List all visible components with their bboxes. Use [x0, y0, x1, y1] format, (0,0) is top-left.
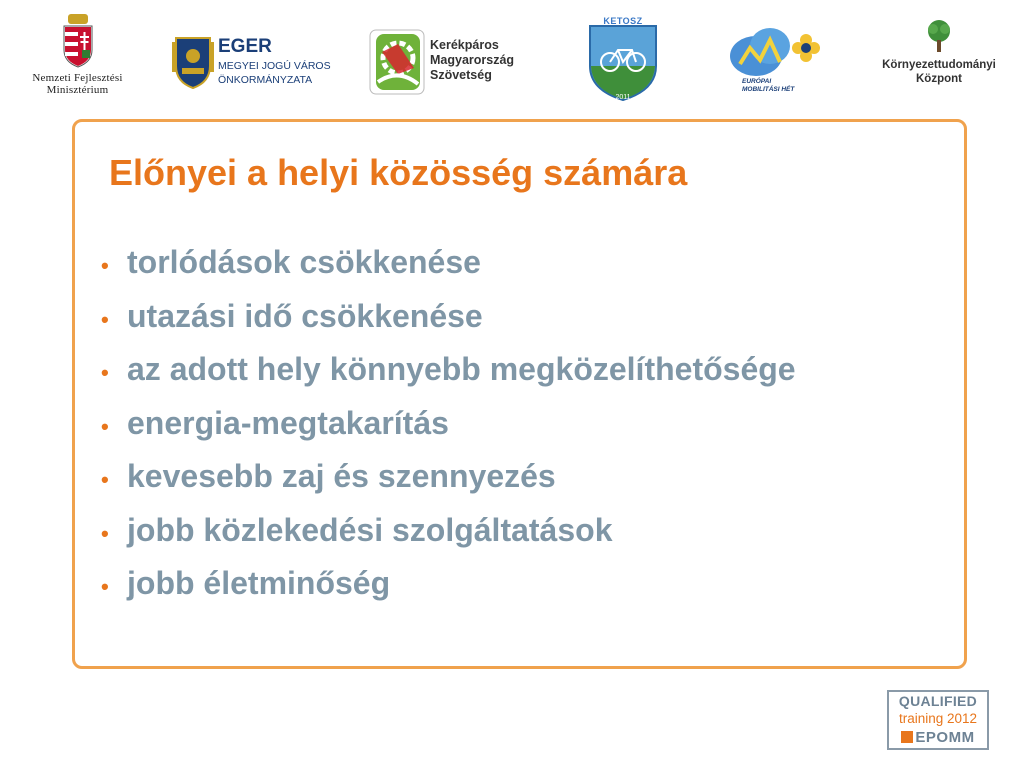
mobility-cloud-flower-icon	[726, 20, 826, 80]
benefits-list	[101, 244, 796, 619]
cycling-line2: Magyarország	[430, 53, 515, 67]
badge-line3: EPOMM	[915, 729, 975, 746]
list-item	[101, 565, 796, 619]
list-item	[101, 458, 796, 512]
list-item-text: torlódások csökkenése	[127, 244, 481, 280]
cycling-line1: Kerékpáros	[430, 38, 499, 52]
badge-line3-wrap	[889, 729, 987, 746]
list-item	[101, 405, 796, 459]
list-item	[101, 298, 796, 352]
list-item	[101, 244, 796, 298]
cycling-federation-logo	[368, 28, 538, 96]
ketosz-shield-logo	[586, 14, 660, 102]
bicycle-shield-icon	[586, 14, 660, 102]
bullet-marker: •	[101, 413, 109, 439]
eger-sub2: ÖNKORMÁNYZATA	[218, 74, 313, 86]
mobility-line1: EURÓPAI	[742, 78, 772, 85]
list-item-text: az adott hely könnyebb megközelíthetősége	[127, 351, 796, 387]
bullet-marker: •	[101, 520, 109, 546]
list-item-text: energia-megtakarítás	[127, 404, 449, 441]
badge-line1: QUALIFIED	[898, 693, 978, 709]
list-item-text: kevesebb zaj és szennyezés	[127, 458, 556, 494]
ministry-logo	[20, 14, 135, 102]
list-item	[101, 351, 796, 405]
qualified-training-badge	[887, 690, 989, 750]
epomm-square-icon	[901, 731, 913, 743]
list-item-text: jobb életminőség	[127, 565, 391, 601]
eger-logo	[172, 34, 342, 92]
content-box	[72, 119, 967, 669]
env-line1: Környezettudományi	[882, 59, 996, 71]
env-line2: Központ	[916, 73, 962, 85]
environment-center-logo	[866, 18, 1012, 98]
eger-sub1: MEGYEI JOGÚ VÁROS	[218, 60, 331, 72]
bullet-marker: •	[101, 360, 109, 385]
hungarian-coat-of-arms-icon	[60, 14, 96, 68]
shield-title: KETOSZ	[603, 16, 643, 26]
ministry-name-line2: Minisztérium	[46, 84, 109, 96]
mobility-line2: MOBILITÁSI HÉT	[742, 86, 795, 93]
badge-line2: training 2012	[898, 711, 978, 726]
list-item	[101, 512, 796, 566]
bullet-marker: •	[101, 574, 109, 599]
mobility-week-logo	[726, 20, 826, 98]
list-item-text: jobb közlekedési szolgáltatások	[127, 511, 613, 548]
bullet-marker: •	[101, 467, 109, 492]
eger-name: EGER	[218, 36, 272, 57]
shield-year: 2011	[615, 94, 631, 101]
ministry-name-line1: Nemzeti Fejlesztési	[32, 72, 123, 84]
bullet-marker: •	[101, 253, 109, 278]
cycling-line3: Szövetség	[430, 68, 492, 82]
tree-icon	[924, 18, 954, 54]
cycling-gear-icon	[368, 28, 428, 96]
slide-title: Előnyei a helyi közösség számára	[109, 152, 688, 193]
list-item-text: utazási idő csökkenése	[127, 297, 483, 334]
eger-crest-icon	[172, 34, 214, 90]
bullet-marker: •	[101, 306, 109, 332]
